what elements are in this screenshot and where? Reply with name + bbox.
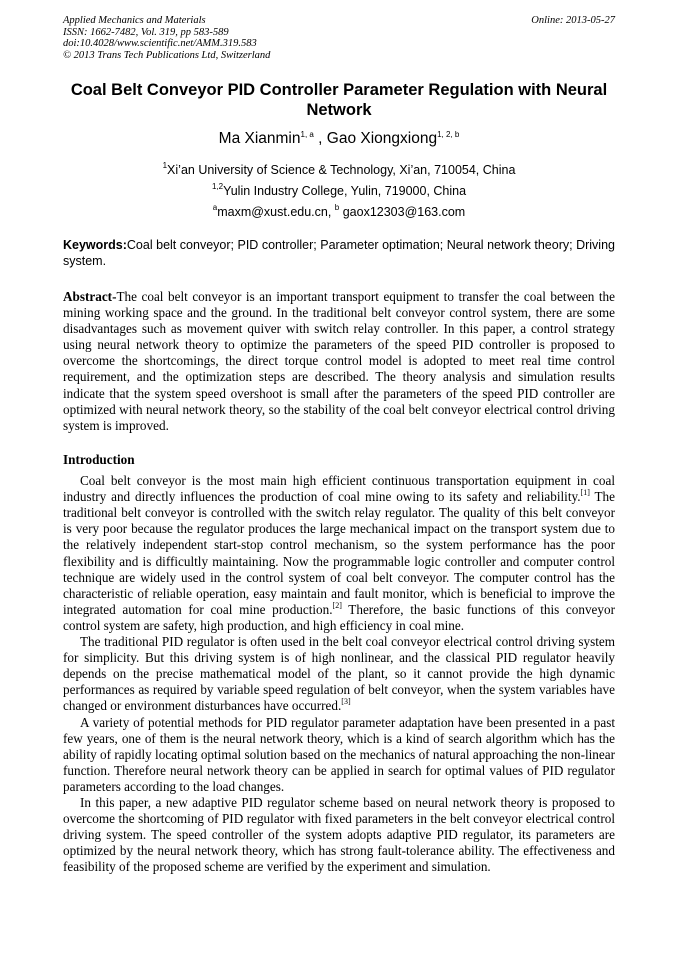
- abstract: [63, 289, 615, 434]
- paragraph: A variety of potential methods for PID regulator parameter adaptation have been presented in a past few years, one of them is the neural network theory, which is a kind of search algorithm which has the ability of rapidly locating optimal solution based on the mechanics of natural approaching the non-linear function. Therefore neural network theory can be applied in search for optimal values of PID regulator parameters according to the load changes.: [63, 714, 615, 794]
- aff-text: Yulin Industry College, Yulin, 719000, China: [223, 184, 467, 198]
- affiliation-2: [63, 183, 615, 199]
- text: The traditional PID regulator is often used in the belt coal conveyor electrical control driving system for simplicity. But this driving system is of high nonlinear, and the classical PID regulator heavily depends on the precise mathematical model of the plant, so it cannot provide the high dynamic performances as required by variable speed regulation of belt conveyor, when the system variables have changed or environment disturbances have occurred.: [63, 634, 615, 714]
- email-a[interactable]: maxm@xust.edu.cn,: [217, 205, 335, 219]
- aff-text: Xi’an University of Science & Technology, Xi’an, 710054, China: [167, 163, 516, 177]
- email-b[interactable]: gaox12303@163.com: [339, 205, 466, 219]
- authors: [63, 129, 615, 149]
- introduction-section: [63, 452, 615, 875]
- keywords-text: Coal belt conveyor; PID controller; Parameter optimation; Neural network theory; Driving system.: [63, 238, 615, 268]
- citation[interactable]: [3]: [341, 697, 351, 707]
- emails: [63, 204, 615, 220]
- section-heading: Introduction: [63, 452, 135, 467]
- online-date: Online: 2013-05-27: [531, 15, 615, 26]
- aff-sup: 1: [162, 161, 168, 170]
- keywords: [63, 237, 615, 269]
- abstract-label: Abstract-: [63, 289, 117, 304]
- author-2-sup: 1, 2, b: [437, 130, 460, 139]
- journal-header: [63, 15, 270, 61]
- copyright-line: © 2013 Trans Tech Publications Ltd, Switzerland: [63, 49, 271, 61]
- keywords-label: Keywords:: [63, 238, 127, 252]
- paragraph: [63, 634, 615, 714]
- author-1: Ma Xianmin: [218, 130, 301, 147]
- paper-title: Coal Belt Conveyor PID Controller Parameter Regulation with Neural Network: [70, 81, 608, 119]
- doi-line: doi:10.4028/www.scientific.net/AMM.319.583: [63, 38, 257, 49]
- text: Therefore, the basic functions of this conveyor control system are safety, high production, and high efficiency in coal mine.: [63, 601, 615, 633]
- paragraph: In this paper, a new adaptive PID regulator scheme based on neural network theory is proposed to overcome the shortcoming of PID regulator with fixed parameters in the belt conveyor electrical control driving system. The speed controller of the system adopts adaptive PID regulator, its parameters are optimized by the neural network theory, which has strong fault-tolerance ability. The effectiveness and feasibility of the proposed scheme are verified by the experiment and simulation.: [63, 794, 615, 875]
- email-sup: a: [212, 203, 218, 212]
- email-sup: b: [334, 203, 340, 212]
- author-2: Gao Xiongxiong: [326, 130, 438, 147]
- citation[interactable]: [1]: [580, 488, 590, 498]
- abstract-text: The coal belt conveyor is an important transport equipment to transfer the coal between the mining working space and the ground. In the traditional belt conveyor control system, there are some disadvantages such as movement quiver with switch relay controller. In this paper, a control strategy using neural network theory to optimize the parameters of the speed PID controller is proposed to overcome the shortcomings, the direct torque control model is adopted to meet real time control requirement, and the optimization steps are described. The theory analysis and simulation results indicate that the system speed overshoot is small after the parameters of the speed PID controller are optimized with neural network theory, so the stability of the coal belt conveyor electrical control driving system is improved.: [63, 289, 615, 433]
- paragraph: [63, 473, 615, 634]
- author-sep: ,: [313, 130, 327, 147]
- text: The traditional belt conveyor is controlled with the switch relay regulator. The quality of this belt conveyor is very poor because the regulator produces the large mechanical impact on the transport system due to the relatively independent start-stop control mechanism, so the system performance has the poor flexibility and is difficultly maintaining. Now the programmable logic controller and computer control technique are widely used in the control system of coal belt conveyor. The computer control has the characteristic of reliable operation, easy maintain and fault monitor, which is beneficial to improve the integrated automation for coal mine production.: [63, 489, 616, 617]
- journal-name: Applied Mechanics and Materials: [63, 15, 206, 26]
- text: Coal belt conveyor is the most main high efficient continuous transportation equipment in coal industry and directly influences the production of coal mine owing to its safety and reliability.: [63, 473, 615, 505]
- citation[interactable]: [2]: [332, 600, 342, 610]
- issn-line: ISSN: 1662-7482, Vol. 319, pp 583-589: [63, 26, 229, 38]
- affiliation-1: [63, 162, 615, 178]
- aff-sup: 1,2: [211, 182, 224, 191]
- author-1-sup: 1, a: [300, 130, 314, 139]
